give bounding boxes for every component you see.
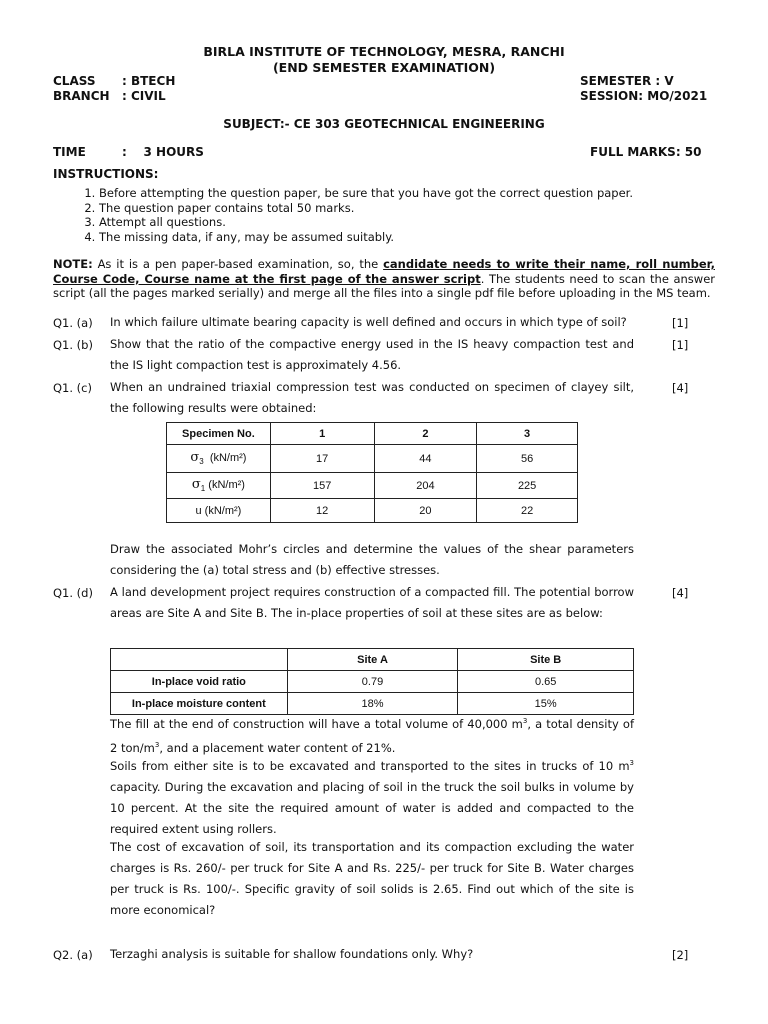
q1c-marks: [4]: [672, 381, 689, 395]
pore-pressure-label: u (kN/m²): [167, 499, 271, 523]
q1d-marks: [4]: [672, 586, 689, 600]
sigma1-label: $\sigma_1$ (kN/m²): [167, 473, 271, 499]
instruction-item: 1. Before attempting the question paper, be sure that you have got the correct question paper.: [99, 186, 633, 201]
table-header: Site A: [287, 649, 458, 671]
table-cell: 157: [270, 473, 374, 499]
table-cell: 56: [477, 445, 578, 473]
table-cell: 44: [374, 445, 477, 473]
note-text-2: . The students need to scan the answer script (all the pages marked serially) and merge all the files into a single pdf file before uploading in the MS team.: [53, 271, 715, 300]
class-label: CLASS: [53, 74, 96, 88]
table-header: [111, 649, 288, 671]
institute-name: BIRLA INSTITUTE OF TECHNOLOGY, MESRA, RANCHI: [203, 44, 565, 59]
q1a-text: In which failure ultimate bearing capacity is well defined and occurs in which type of soil?: [110, 315, 627, 329]
q1d-fill-paragraph: The fill at the end of construction will have a total volume of 40,000 $m^3$, a total density of 2 ton/$m^3$, and a placement water content of 21%.: [110, 716, 634, 755]
table-cell: 0.79: [287, 671, 458, 693]
q1d-transport-paragraph: Soils from either site is to be excavated and transported to the sites in trucks of 10 $m^3$ capacity. During the excavation and placing of soil in the truck the soil bulks in volume by 10 percent. At the site the required amount of water is added and compacted to the required extent using rollers.: [110, 758, 634, 836]
instruction-item: 3. Attempt all questions.: [99, 215, 633, 230]
table-cell: 18%: [287, 693, 458, 715]
table-cell: 0.65: [458, 671, 634, 693]
row-label: In-place moisture content: [111, 693, 288, 715]
instruction-item: 4. The missing data, if any, may be assumed suitably.: [99, 230, 633, 245]
q2a-label: Q2. (a): [53, 948, 93, 962]
table-header: 2: [374, 423, 477, 445]
q1b-label: Q1. (b): [53, 338, 93, 352]
site-properties-table: [110, 648, 634, 715]
note-label: NOTE:: [53, 257, 93, 271]
q1d-cost-paragraph: The cost of excavation of soil, its transportation and its compaction excluding the water charges is Rs. 260/- per truck for Site A and Rs. 225/- per truck for Site B. Water charges per truck is Rs. 100/-. Specific gravity of soil solids is 2.65. Find out which of the site is more economical?: [110, 840, 634, 917]
instructions-list: [55, 186, 633, 244]
time-label: TIME: [53, 145, 86, 159]
table-cell: 17: [270, 445, 374, 473]
branch-label: BRANCH: [53, 89, 110, 103]
exam-title: (END SEMESTER EXAMINATION): [272, 60, 496, 75]
table-cell: 20: [374, 499, 477, 523]
q1a-marks: [1]: [672, 316, 689, 330]
note-text: As it is a pen paper-based examination, so, the: [92, 257, 384, 271]
q1b-marks: [1]: [672, 338, 689, 352]
table-header: Site B: [458, 649, 634, 671]
table-header: 3: [477, 423, 578, 445]
time-value: : 3 HOURS: [122, 145, 204, 159]
table-cell: 15%: [458, 693, 634, 715]
subject: SUBJECT:- CE 303 GEOTECHNICAL ENGINEERING: [223, 117, 545, 131]
row-label: In-place void ratio: [111, 671, 288, 693]
class-value: : BTECH: [122, 74, 176, 88]
session: SESSION: MO/2021: [580, 89, 708, 103]
table-cell: 204: [374, 473, 477, 499]
q2a-text: Terzaghi analysis is suitable for shallow foundations only. Why?: [110, 947, 474, 961]
table-cell: 22: [477, 499, 578, 523]
instruction-item: 2. The question paper contains total 50 marks.: [99, 201, 633, 216]
q1c-followup: Draw the associated Mohr’s circles and determine the values of the shear parameters considering the (a) total stress and (b) effective stresses.: [110, 542, 634, 577]
semester: SEMESTER : V: [580, 74, 674, 88]
table-cell: 12: [270, 499, 374, 523]
q1c-text: When an undrained triaxial compression test was conducted on specimen of clayey silt, the following results were obtained:: [110, 380, 634, 415]
table-cell: 225: [477, 473, 578, 499]
branch-value: : CIVIL: [122, 89, 166, 103]
q1c-label: Q1. (c): [53, 381, 92, 395]
note-underlined: candidate needs to write their name, roll number, Course Code, Course name at the first page of the answer script: [53, 257, 715, 286]
q2a-marks: [2]: [672, 948, 689, 962]
q1d-text: A land development project requires construction of a compacted fill. The potential borrow areas are Site A and Site B. The in-place properties of soil at these sites are as below:: [110, 585, 634, 620]
q1a-label: Q1. (a): [53, 316, 93, 330]
full-marks: FULL MARKS: 50: [590, 145, 702, 159]
q1d-label: Q1. (d): [53, 586, 93, 600]
instructions-title: INSTRUCTIONS:: [53, 167, 159, 181]
sigma3-label: $\sigma_3$ (kN/m²): [167, 445, 271, 473]
table-header: 1: [270, 423, 374, 445]
note: [53, 257, 715, 301]
table-header: Specimen No.: [167, 423, 271, 445]
triaxial-table: [166, 422, 578, 523]
q1b-text: Show that the ratio of the compactive energy used in the IS heavy compaction test and the IS light compaction test is approximately 4.56.: [110, 337, 634, 372]
